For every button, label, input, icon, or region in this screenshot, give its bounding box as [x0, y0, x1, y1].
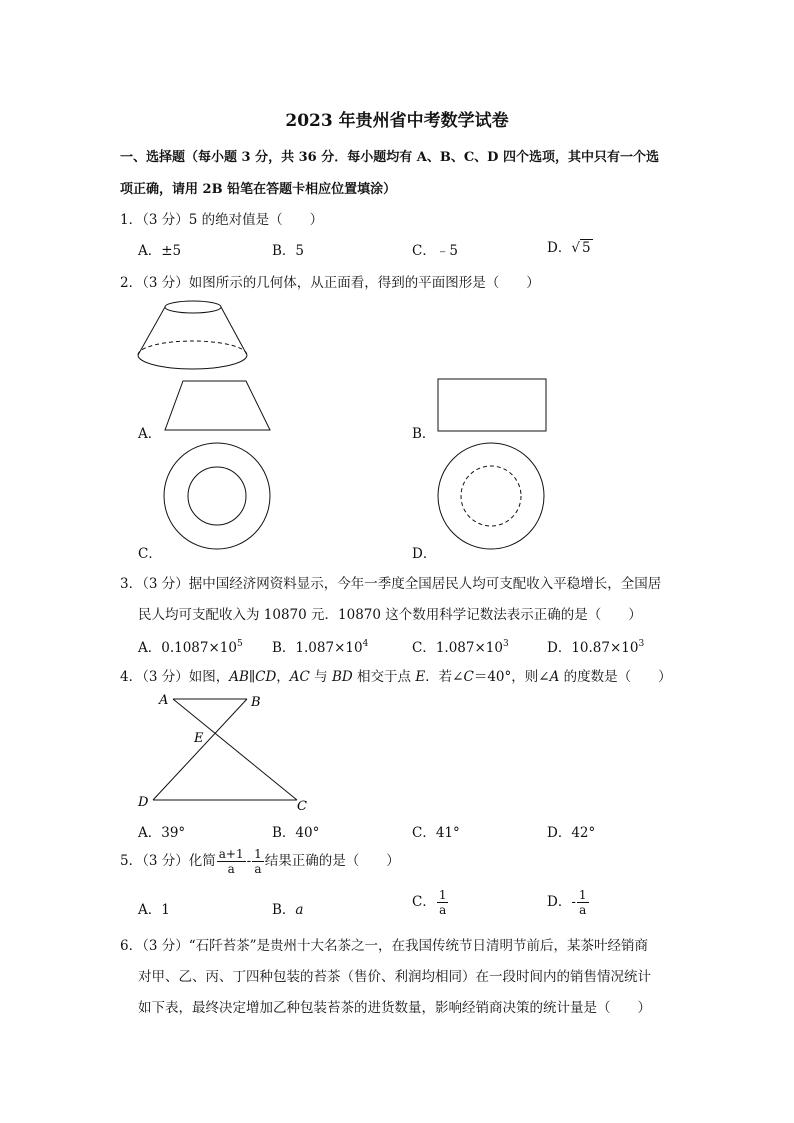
segment-bd	[153, 699, 247, 800]
point-label-b: B	[251, 695, 261, 710]
section-instructions-line2: 项正确，请用 2B 铅笔在答题卡相应位置填涂）	[120, 182, 397, 197]
q2-option-a-trapezoid	[160, 378, 275, 434]
q6-stem-line3: 如下表，最终决定增加乙种包装苔茶的进货数量，影响经销商决策的统计量是（ ）	[138, 1000, 651, 1016]
point-label-d: D	[138, 795, 149, 810]
q2-stem: 2．（3 分）如图所示的几何体，从正面看，得到的平面图形是（ ）	[120, 275, 540, 291]
q5-option-b: B．a	[272, 902, 304, 918]
q4-option-a: A．39°	[138, 825, 186, 841]
q4-geometry-figure	[135, 688, 320, 813]
q5-option-a: A．1	[138, 902, 170, 918]
q4-option-d: D．42°	[547, 825, 596, 841]
q3-stem-line1: 3．（3 分）据中国经济网资料显示，今年一季度全国居民人均可支配收入平稳增长，全国居	[120, 576, 662, 592]
q2-option-d-circles-dashed	[436, 441, 548, 553]
q5-option-c: C． $\frac{1}{a}$	[412, 888, 447, 917]
page-title: 2023 年贵州省中考数学试卷	[285, 111, 509, 131]
q3-option-a: A．$0.1087\times 10^5$	[138, 639, 243, 656]
q5-fraction-2: $\frac{1}{a}$	[254, 847, 262, 876]
q2-option-c-concentric-circles	[162, 441, 274, 553]
q2-option-a: A．	[138, 426, 162, 442]
q2-option-b: B．	[412, 426, 436, 442]
q2-option-c: C．	[138, 546, 162, 562]
point-label-a: A	[159, 693, 169, 708]
q1-option-b: B．5	[272, 243, 305, 259]
point-label-c: C	[297, 799, 307, 814]
q6-stem-line2: 对甲、乙、丙、丁四种包装的苔茶（售价、利润均相同）在一段时间内的销售情况统计	[138, 969, 651, 985]
q5-fraction-1: $\frac{a+1}{a}$	[218, 847, 244, 876]
q2-option-b-rectangle	[436, 377, 550, 434]
q1-option-d-radicand: 5	[581, 240, 591, 256]
q4-stem: 4．（3 分）如图，AB∥CD，AC 与 BD 相交于点 E．若∠C＝40°，则∠A 的度数是（ ）	[120, 669, 672, 685]
point-label-e: E	[194, 731, 204, 746]
q1-option-d-label: D．	[547, 240, 572, 256]
q4-option-c: C．41°	[412, 825, 460, 841]
q3-stem-line2: 民人均可支配收入为 10870 元．10870 这个数用科学记数法表示正确的是（ ）	[138, 607, 642, 623]
frustum-right-edge	[221, 307, 247, 355]
q3-option-b: B．$1.087\times 10^4$	[272, 639, 369, 656]
q2-frustum-figure	[135, 298, 255, 378]
q1-option-d	[547, 236, 593, 256]
frustum-bottom-hidden-arc	[138, 341, 247, 355]
frustum-top-ellipse	[165, 301, 221, 313]
q4-option-b: B．40°	[272, 825, 320, 841]
q6-stem-line1: 6．（3 分）“石阡苔茶”是贵州十大名茶之一，在我国传统节日清明节前后，某茶叶经销商	[120, 938, 649, 954]
q1-option-a: A．±5	[138, 243, 182, 259]
q3-option-c: C．$1.087\times 10^3$	[412, 639, 509, 656]
q5-option-d: D．- $\frac{1}{a}$	[547, 888, 587, 917]
sqrt-symbol: √	[571, 240, 580, 256]
q1-option-c: C．﹣5	[412, 243, 458, 259]
q5-stem: 5．（3 分）化简 $\frac{a+1}{a}$ - $\frac{1}{a}$ 结果正确的是（ ）	[120, 847, 400, 876]
q2-option-d: D．	[412, 546, 437, 562]
segment-ac	[173, 699, 297, 800]
q3-option-d: D．$10.87\times 10^3$	[547, 639, 645, 656]
section-instructions-line1: 一、选择题（每小题 3 分，共 36 分．每小题均有 A、B、C、D 四个选项，其中只有一个选	[120, 150, 659, 165]
frustum-left-edge	[138, 307, 165, 355]
frustum-bottom-front-arc	[138, 355, 247, 369]
q1-stem: 1．（3 分）5 的绝对值是（ ）	[120, 212, 324, 228]
